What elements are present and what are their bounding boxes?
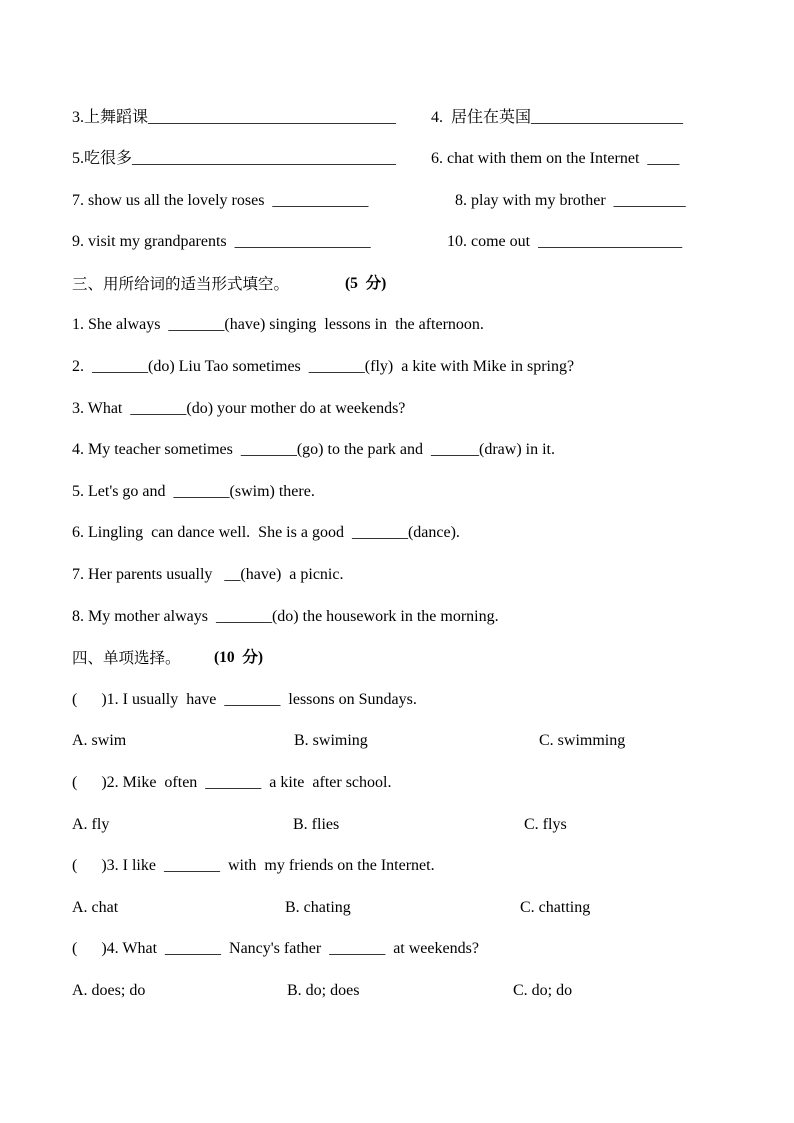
phrase-4: 4. 居住在英国___________________ [431, 109, 684, 126]
mc-stem: ( )2. Mike often _______ a kite after school. [72, 774, 392, 791]
fill-item-2 [0, 355, 794, 379]
fill-item-7 [0, 563, 794, 587]
mc-options-1 [0, 729, 794, 753]
fill-item-5 [0, 480, 794, 504]
fill-item-1 [0, 313, 794, 337]
section3-title: 三、用所给词的适当形式填空。 [72, 275, 290, 293]
fill-item-6 [0, 521, 794, 545]
phrase-9: 9. visit my grandparents _________________ [72, 233, 371, 250]
phrase-3: 3.上舞蹈课_______________________________ [72, 109, 397, 126]
mc-stem: ( )1. I usually have _______ lessons on Sundays. [72, 691, 417, 708]
phrase-10: 10. come out __________________ [447, 233, 683, 250]
option-b: B. flies [293, 816, 340, 833]
fill-item-text: 4. My teacher sometimes _______(go) to the park and ______(draw) in it. [72, 441, 555, 458]
phrase-7: 7. show us all the lovely roses ____________ [72, 192, 369, 209]
phrase-8: 8. play with my brother _________ [455, 192, 686, 209]
option-a: A. chat [72, 899, 119, 916]
mc-question-3 [0, 854, 794, 878]
phrase-row-3 [0, 189, 794, 213]
option-b: B. swiming [294, 732, 368, 749]
option-b: B. do; does [287, 982, 360, 999]
option-c: C. flys [524, 816, 567, 833]
fill-item-text: 7. Her parents usually __(have) a picnic. [72, 566, 344, 583]
section4-heading [0, 646, 794, 670]
phrase-6: 6. chat with them on the Internet ____ [431, 150, 680, 167]
option-c: C. do; do [513, 982, 573, 999]
mc-question-2 [0, 771, 794, 795]
mc-question-4 [0, 937, 794, 961]
section3-score: (5 分) [345, 275, 387, 292]
fill-item-text: 8. My mother always _______(do) the housework in the morning. [72, 608, 499, 625]
mc-options-3 [0, 896, 794, 920]
option-a: A. fly [72, 816, 110, 833]
mc-stem: ( )3. I like _______ with my friends on the Internet. [72, 857, 435, 874]
mc-question-1 [0, 688, 794, 712]
mc-options-4 [0, 979, 794, 1003]
fill-item-3 [0, 397, 794, 421]
mc-stem: ( )4. What _______ Nancy's father _______ at weekends? [72, 940, 479, 957]
phrase-row-1 [0, 106, 794, 130]
option-c: C. chatting [520, 899, 591, 916]
fill-item-8 [0, 605, 794, 629]
option-c: C. swimming [539, 732, 626, 749]
fill-item-text: 1. She always _______(have) singing lessons in the afternoon. [72, 316, 484, 333]
phrase-5: 5.吃很多_________________________________ [72, 150, 397, 167]
section3-heading [0, 272, 794, 296]
fill-item-text: 2. _______(do) Liu Tao sometimes _______(fly) a kite with Mike in spring? [72, 358, 575, 375]
option-a: A. swim [72, 732, 127, 749]
option-b: B. chating [285, 899, 351, 916]
phrase-row-2 [0, 147, 794, 171]
fill-item-text: 6. Lingling can dance well. She is a good _______(dance). [72, 524, 460, 541]
fill-item-4 [0, 438, 794, 462]
mc-options-2 [0, 813, 794, 837]
phrase-row-4 [0, 230, 794, 254]
option-a: A. does; do [72, 982, 146, 999]
fill-item-text: 5. Let's go and _______(swim) there. [72, 483, 315, 500]
section4-title: 四、单项选择。 [72, 649, 181, 667]
section4-score: (10 分) [214, 649, 264, 666]
fill-item-text: 3. What _______(do) your mother do at weekends? [72, 400, 406, 417]
